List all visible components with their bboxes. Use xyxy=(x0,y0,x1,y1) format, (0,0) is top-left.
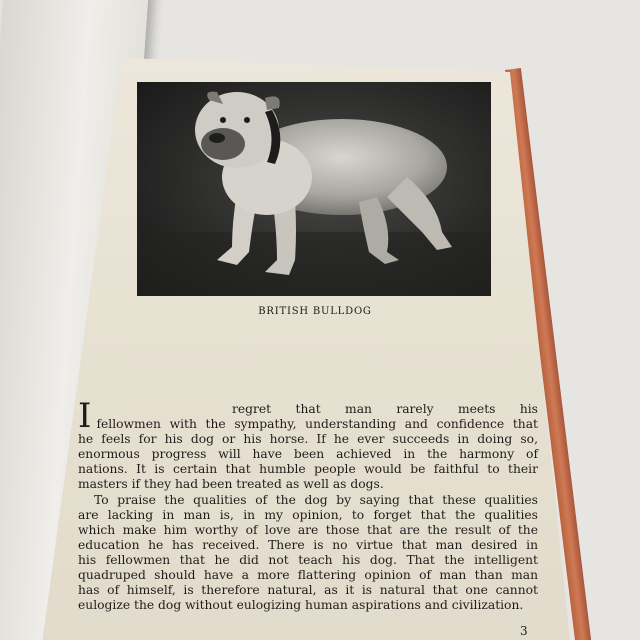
text-line: regret that man rarely meets his xyxy=(232,402,538,416)
text-line: has of himself, is therefore natural, as it is natural that one cannot xyxy=(78,583,538,598)
photo-caption: BRITISH BULLDOG xyxy=(258,306,372,317)
text-line: he feels for his dog or his horse. If he ever succeeds in doing so, xyxy=(78,432,538,447)
text-line: quadruped should have a more flattering opinion of man than man xyxy=(78,568,538,583)
text-line: education he has received. There is no virtue that man desired in xyxy=(78,537,538,552)
text-line: nations. It is certain that humble people would be faithful to their xyxy=(78,462,538,477)
body-text xyxy=(78,396,538,613)
drop-cap: I xyxy=(78,396,92,436)
text-line: are lacking in man is, in my opinion, to forget that the qualities xyxy=(78,507,538,522)
text-line: masters if they had been treated as well as dogs. xyxy=(78,477,384,492)
bulldog-illustration xyxy=(137,82,491,296)
text-line: his fellowmen that he did not teach his dog. That the intelligent xyxy=(78,552,538,567)
page-number: 3 xyxy=(520,624,528,638)
text-line: To praise the qualities of the dog by saying that these qualities xyxy=(94,492,538,507)
text-line: eulogize the dog without eulogizing human aspirations and civilization. xyxy=(78,598,524,613)
text-line: enormous progress will have been achieved in the harmony of xyxy=(78,447,538,462)
text-line: which make him worthy of love are those that are the result of the xyxy=(78,522,538,537)
text-line: fellowmen with the sympathy, understanding and confidence that xyxy=(96,417,538,432)
bulldog-photograph xyxy=(137,82,491,296)
